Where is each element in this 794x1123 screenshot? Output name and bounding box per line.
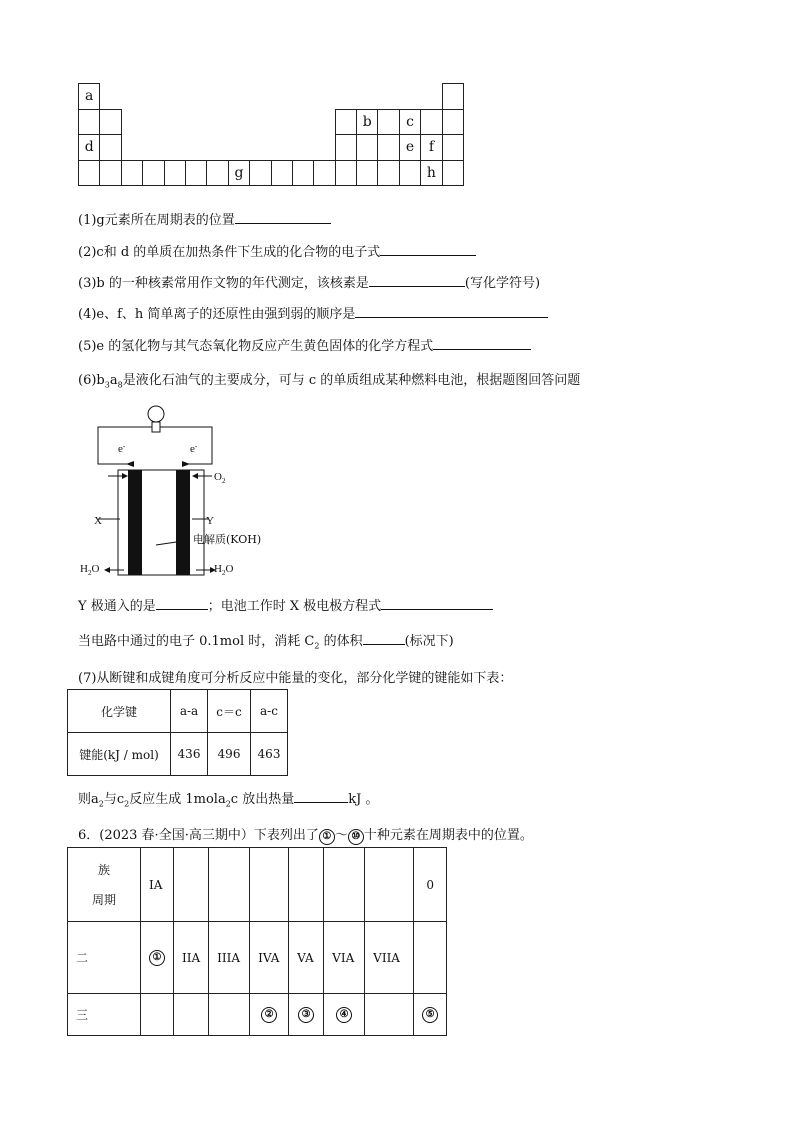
pt-cell [250,160,271,186]
e-label-left: e- [118,442,126,455]
pt-cell: d [79,135,100,161]
pt-cell [164,160,185,186]
pt-cell [378,109,399,135]
fuel-cell-diagram [78,400,318,585]
pt-cell [292,160,313,186]
answer-blank[interactable] [433,337,531,350]
pt-cell [207,160,228,186]
group-header [250,848,289,922]
bond-header: 化学键 [68,690,171,733]
question-title-6: 6．(2023 春·全国·高三期中）下表列出了 ① ～ ⑩ 十种元素在周期表中的位置。 [78,828,533,843]
pt-cell [100,109,121,135]
question-7: (7)从断键和成键角度可分析反应中能量的变化，部分化学键的键能如下表： [78,671,513,686]
group-cell [174,994,209,1036]
answer-blank[interactable] [363,632,405,645]
electrode-y [176,470,190,575]
question-6b: 当电路中通过的电子 0.1mol 时，消耗 $C_2$ 的体积 (标况下) [78,634,454,651]
question-5: (5)e 的氢化物与其气态氧化物反应产生黄色固体的化学方程式 [78,335,531,354]
electrolyte-label: 电解质(KOH) [193,533,262,546]
e-label-right: e- [190,442,198,455]
pt-cell [357,135,378,161]
group-header [365,848,414,922]
bond-header: a-c [251,690,288,733]
h2o-right-label: $H_2O$ [214,563,234,577]
pt-cell [185,160,206,186]
question-2: (2)c和 d 的单质在加热条件下生成的化合物的电子式 [78,241,476,260]
question-6: $(6)b_3a_8$是液化石油气的主要成分，可与 c 的单质组成某种燃料电池，根据题图回答问题 [78,373,581,390]
periodic-table [78,83,464,186]
question-4: (4)e、f、h 简单离子的还原性由强到弱的顺序是 [78,303,548,322]
bulb-icon [148,406,164,422]
group-cell: VA [289,922,324,994]
bulb-base [152,422,160,432]
element-marker: ③ [298,1007,314,1023]
bond-energy-value: 463 [251,733,288,776]
bond-energy-value: 496 [208,733,251,776]
element-marker: ① [149,950,165,966]
pt-cell [378,135,399,161]
group-header [289,848,324,922]
wire-right [160,427,212,464]
pt-cell [442,160,463,186]
y-label: Y [206,515,214,527]
pt-cell: c [399,109,420,135]
pt-cell [421,109,442,135]
pt-cell [335,135,356,161]
group-cell: VIIA [365,922,414,994]
group-cell: IIA [174,922,209,994]
pt-cell: f [421,135,442,161]
pt-cell [271,160,292,186]
pt-cell [399,160,420,186]
pt-cell: e [399,135,420,161]
group-cell [414,922,447,994]
pt-cell [79,160,100,186]
question-3: (3)b 的一种核素常用作文物的年代测定，该核素是 (写化学符号) [78,276,541,291]
group-cell: IIIA [209,922,250,994]
bond-energy-label: 键能(kJ / mol) [68,733,171,776]
pt-cell [442,84,463,110]
pt-cell [335,109,356,135]
arrow-right [182,461,190,467]
element-marker: ⑤ [422,1007,438,1023]
answer-blank[interactable] [235,211,331,224]
h2o-left-label: $H_2O$ [80,563,100,577]
pt-cell [100,135,121,161]
pt-cell [357,160,378,186]
electrode-x [128,470,142,575]
answer-blank[interactable] [294,790,348,803]
pt-cell [79,109,100,135]
pt-cell [143,160,164,186]
answer-blank[interactable] [369,274,465,287]
group-cell: IVA [250,922,289,994]
x-label: X [94,515,102,527]
pt-cell: g [228,160,249,186]
answer-blank[interactable] [355,305,548,318]
answer-blank[interactable] [156,597,208,610]
group-header [324,848,365,922]
group-cell [365,994,414,1036]
group-cell [209,994,250,1036]
answer-blank[interactable] [381,597,493,610]
element-position-table [67,847,447,1036]
question-7-answer: 则$a_2$与$c_2$反应生成 1mola$_2$c 放出热量 kJ 。 [78,792,379,809]
group-header [174,848,209,922]
pt-cell [121,160,142,186]
answer-blank[interactable] [380,243,476,256]
group-cell: VIA [324,922,365,994]
bond-header: a-a [171,690,208,733]
group-cell [141,994,174,1036]
group-header [209,848,250,922]
pt-cell [442,135,463,161]
corner-cell: 族 周期 [68,848,141,922]
question-6a: Y 极通入的是 ；电池工作时 X 极电极方程式 [78,595,493,614]
element-marker: ② [261,1007,277,1023]
pt-cell [335,160,356,186]
o2-label: $O_2$ [214,471,226,485]
element-marker: ④ [336,1007,352,1023]
pt-cell: a [79,84,100,110]
period-label: 二 [68,922,141,994]
group-header: 0 [414,848,447,922]
pt-cell [378,160,399,186]
arrow-left [126,461,134,467]
pt-cell [100,160,121,186]
period-label: 三 [68,994,141,1036]
pt-cell [314,160,335,186]
group-header: IA [141,848,174,922]
pt-cell: h [421,160,442,186]
bond-energy-table [67,689,288,776]
bond-header: c＝c [208,690,251,733]
pt-cell: b [357,109,378,135]
pt-cell [442,109,463,135]
bond-energy-value: 436 [171,733,208,776]
question-1: (1)g元素所在周期表的位置 [78,209,331,228]
